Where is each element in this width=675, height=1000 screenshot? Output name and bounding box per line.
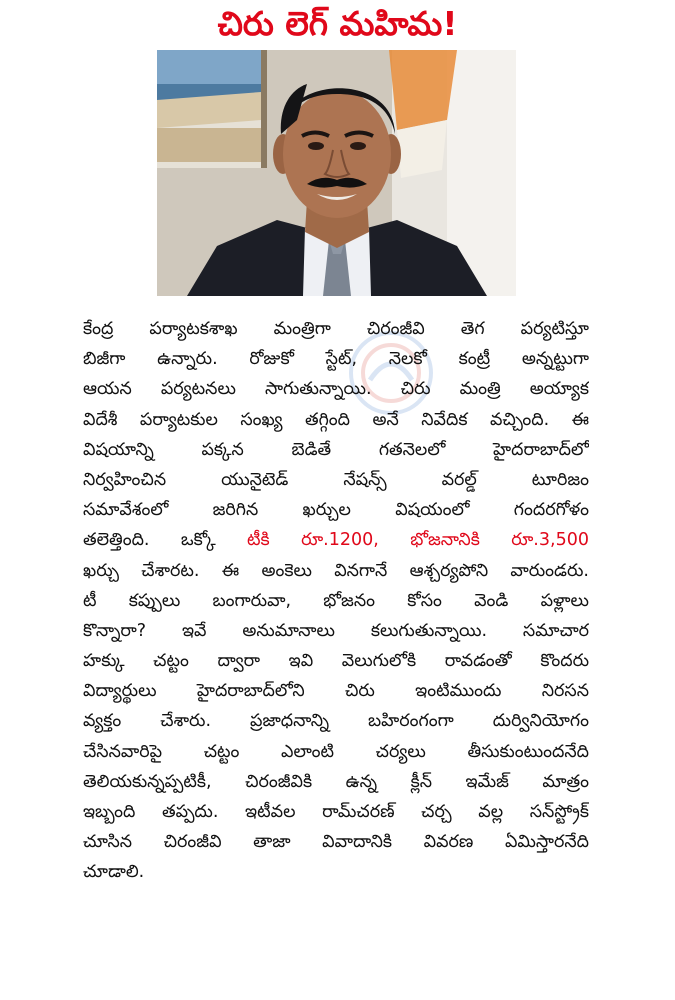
article-line-with-highlight — [83, 525, 589, 555]
article-line: టీ కప్పులు బంగారువా, భోజనం కోసం వెండి పళ్లాలు — [83, 590, 589, 611]
article-line: హక్కు చట్టం ద్వారా ఇవి వెలుగులోకి రావడంతో కొందరు — [83, 651, 589, 672]
article-line: విద్యార్థులు హైదరాబాద్‌లోని చిరు ఇంటిముందు నిరసన — [83, 681, 589, 702]
article-line: చూసిన చిరంజీవి తాజా వివాదానికి వివరణ ఏమిస్తారనేది — [83, 832, 589, 853]
article-headline: చిరు లెగ్ మహిమ! — [217, 4, 458, 43]
article-photo — [157, 50, 516, 296]
article-line-part: తలెత్తింది. ఒక్కో — [83, 530, 248, 551]
article-line: విషయాన్ని పక్కన బెడితే గతనెలలో హైదరాబాద్‌లో — [83, 439, 589, 460]
article-line: కేంద్ర పర్యాటకశాఖ మంత్రిగా చిరంజీవి తెగ పర్యటిస్తూ — [83, 319, 589, 339]
article-line: నిర్వహించిన యునైటెడ్ నేషన్స్ వరల్డ్ టూరిజం — [83, 469, 589, 490]
article-line: వ్యక్తం చేశారు. ప్రజాధనాన్ని బహిరంగంగా దుర్వినియోగం — [83, 711, 589, 732]
article-body — [83, 314, 589, 888]
article-line: ఇబ్బంది తప్పదు. ఇటీవల రామ్‌చరణ్ చర్చ వల్ల సన్‌స్ట్రోక్ — [83, 802, 589, 822]
article-line: తెలియకున్నప్పటికీ, చిరంజీవికి ఉన్న క్లీన్ ఇమేజ్ మాత్రం — [83, 771, 589, 792]
article-line: కొన్నారా? ఇవే అనుమానాలు కలుగుతున్నాయి. సమాచార — [83, 620, 589, 641]
article-line: చేసినవారిపై చట్టం ఎలాంటి చర్యలు తీసుకుంటుందనేది — [83, 741, 589, 762]
article-line: విదేశీ పర్యాటకుల సంఖ్య తగ్గింది అనే నివేదిక వచ్చింది. ఈ — [83, 409, 589, 430]
article-line-last: చూడాలి. — [83, 862, 145, 883]
article-line: ఖర్చు చేశారట. ఈ అంకెలు వినగానే ఆశ్చర్యపోని వారుండరు. — [83, 560, 589, 581]
article-line: ఆయన పర్యటనలు సాగుతున్నాయి. చిరు మంత్రి అయ్యాక — [83, 379, 589, 400]
highlighted-cost-text: టీకి రూ.1200, భోజనానికి రూ.3,500 — [247, 530, 589, 551]
article-line: సమావేశంలో జరిగిన ఖర్చుల విషయంలో గందరగోళం — [83, 500, 589, 521]
article-line: బిజీగా ఉన్నారు. రోజుకో స్టేట్, నెలకో కంట్రీ అన్నట్టుగా — [83, 349, 589, 370]
